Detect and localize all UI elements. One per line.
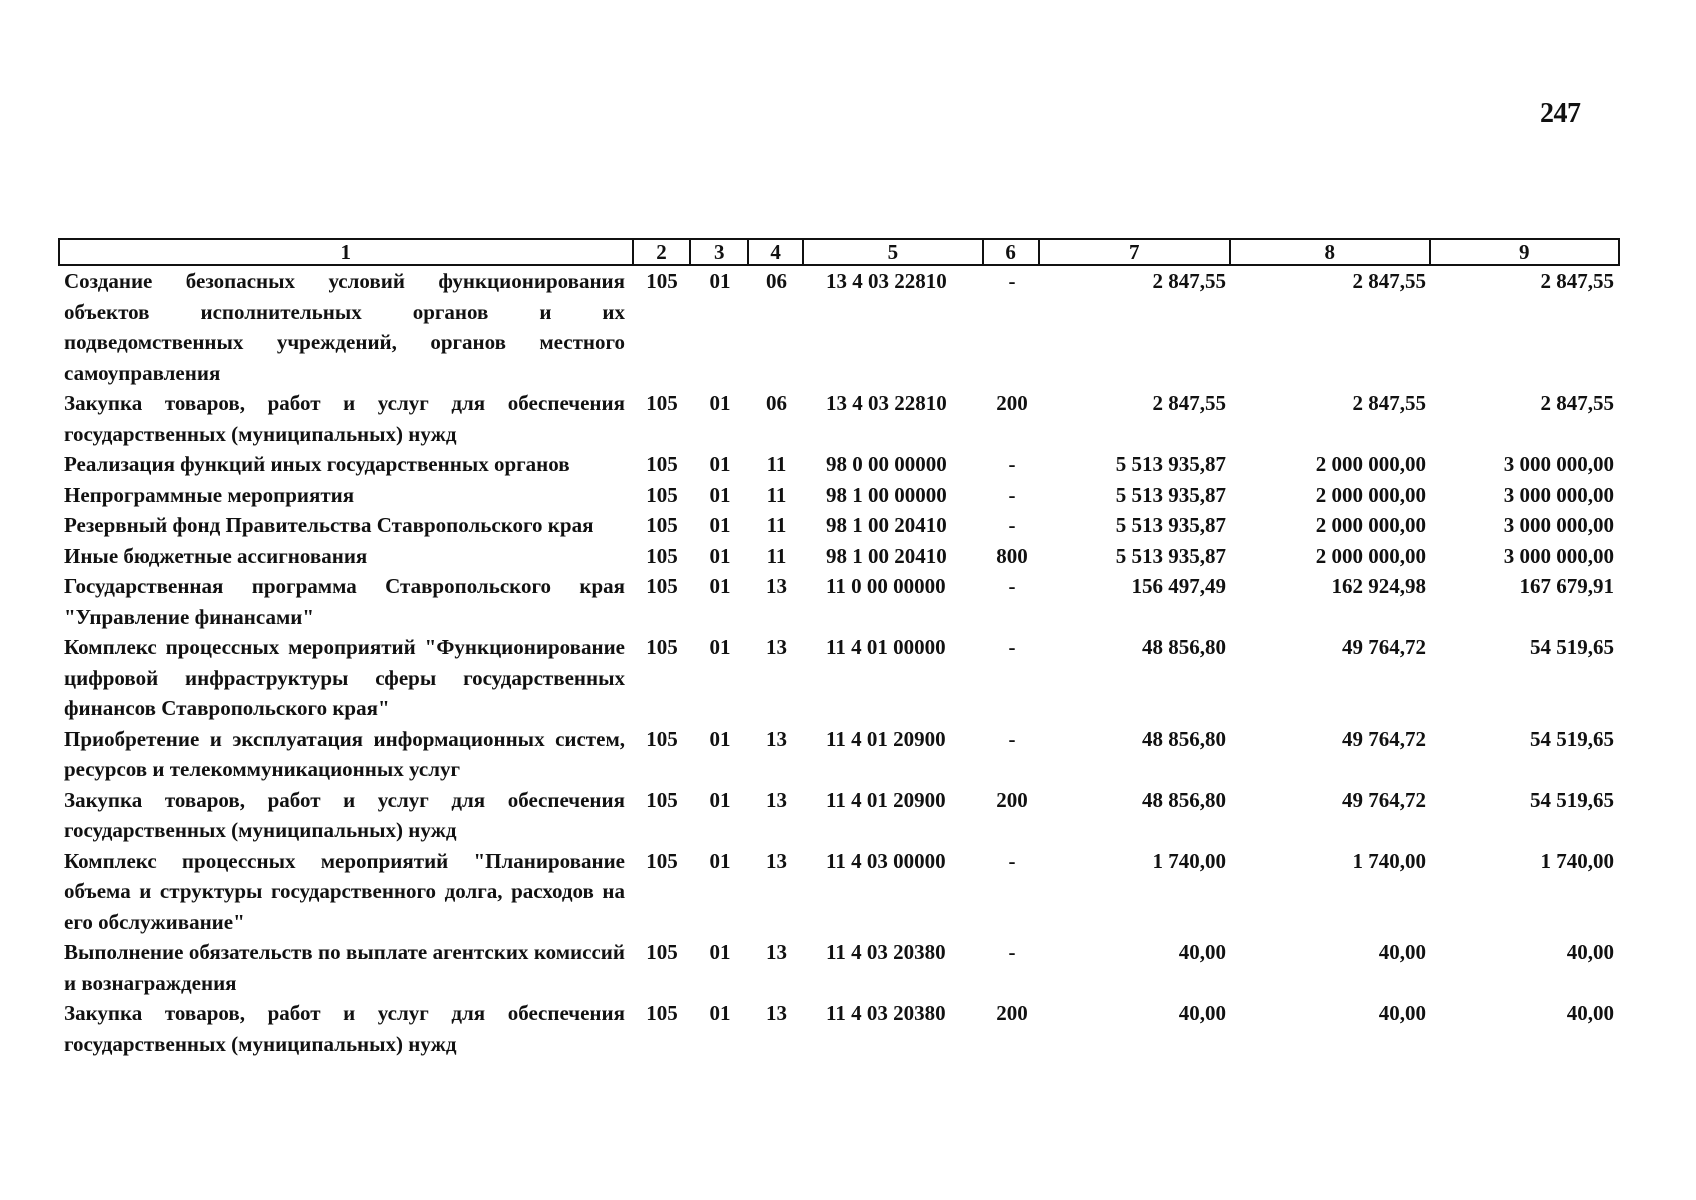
row-target-article: 11 4 01 20900	[826, 726, 946, 751]
row-amount-col7: 5 513 935,87	[1115, 452, 1226, 476]
row-grbs: 105	[646, 513, 678, 537]
row-amount-col7: 1 740,00	[1152, 848, 1226, 873]
row-amount-col9: 2 847,55	[1540, 269, 1614, 293]
row-amount-col7: 2 847,55	[1152, 391, 1226, 415]
table-row	[58, 480, 1620, 511]
row-amount-col9: 3 000 000,00	[1503, 452, 1614, 476]
row-section: 01	[709, 269, 731, 293]
row-name: Закупка товаров, работ и услуг для обеспечения государственных (муниципальных) нужд	[64, 391, 625, 446]
header-cell-5: 5	[804, 240, 984, 264]
row-expense-type: 200	[996, 391, 1028, 415]
row-amount-col8: 2 000 000,00	[1315, 513, 1426, 537]
row-section: 01	[709, 574, 731, 598]
row-subsection: 06	[766, 391, 787, 415]
row-section: 01	[709, 635, 731, 659]
table-row	[58, 388, 1620, 449]
row-grbs: 105	[646, 635, 678, 659]
budget-table	[58, 238, 1620, 1059]
row-amount-col7: 2 847,55	[1152, 269, 1226, 293]
row-name: Резервный фонд Правительства Ставропольского края	[64, 513, 594, 537]
row-subsection: 13	[766, 726, 787, 751]
row-target-article: 98 1 00 20410	[826, 543, 947, 568]
row-name: Комплекс процессных мероприятий "Планирование объема и структуры государственного долга, расходов на его обслуживание"	[64, 848, 625, 934]
row-name: Государственная программа Ставропольского края "Управление финансами"	[64, 574, 625, 629]
table-row	[58, 510, 1620, 541]
row-name: Закупка товаров, работ и услуг для обеспечения государственных (муниципальных) нужд	[64, 1001, 625, 1056]
row-amount-col7: 48 856,80	[1142, 787, 1226, 812]
row-amount-col8: 40,00	[1378, 1001, 1426, 1025]
row-expense-type: -	[1008, 269, 1016, 293]
row-target-article: 13 4 03 22810	[826, 391, 947, 415]
row-amount-col9: 40,00	[1566, 940, 1614, 964]
table-body	[58, 266, 1620, 1059]
row-name: Комплекс процессных мероприятий "Функционирование цифровой инфраструктуры сферы государственных финансов Ставропольского края"	[64, 635, 625, 720]
row-amount-col9: 3 000 000,00	[1503, 482, 1614, 507]
row-section: 01	[709, 513, 731, 537]
row-amount-col9: 3 000 000,00	[1503, 513, 1614, 537]
row-target-article: 98 1 00 00000	[826, 482, 947, 507]
row-amount-col8: 2 000 000,00	[1315, 543, 1426, 568]
row-section: 01	[709, 543, 731, 568]
row-subsection: 13	[766, 635, 787, 659]
row-amount-col9: 40,00	[1566, 1001, 1614, 1025]
row-amount-col8: 49 764,72	[1342, 787, 1426, 812]
row-amount-col9: 54 519,65	[1530, 635, 1614, 659]
table-row	[58, 998, 1620, 1059]
table-header-row	[58, 238, 1620, 266]
row-amount-col7: 48 856,80	[1142, 635, 1226, 659]
row-section: 01	[709, 940, 731, 964]
header-cell-4: 4	[749, 240, 804, 264]
row-amount-col8: 2 000 000,00	[1315, 452, 1426, 476]
row-amount-col8: 49 764,72	[1342, 635, 1426, 659]
header-cell-9: 9	[1519, 240, 1530, 264]
header-cell-2: 2	[634, 240, 692, 264]
table-row	[58, 541, 1620, 572]
row-subsection: 11	[766, 513, 787, 537]
header-cell-3: 3	[691, 240, 749, 264]
row-name: Реализация функций иных государственных органов	[64, 452, 570, 476]
row-section: 01	[709, 1001, 731, 1025]
table-row	[58, 632, 1620, 724]
row-target-article: 11 4 03 20380	[826, 1001, 946, 1025]
row-name: Непрограммные мероприятия	[64, 482, 355, 507]
row-amount-col8: 40,00	[1378, 940, 1426, 964]
row-expense-type: -	[1008, 940, 1016, 964]
page-number: 247	[1540, 98, 1581, 129]
row-expense-type: -	[1008, 726, 1016, 751]
table-row	[58, 846, 1620, 938]
row-grbs: 105	[646, 574, 678, 598]
row-subsection: 11	[766, 543, 787, 568]
row-amount-col7: 5 513 935,87	[1115, 482, 1226, 507]
header-cell-8: 8	[1231, 240, 1430, 264]
row-grbs: 105	[646, 848, 678, 873]
row-subsection: 13	[766, 940, 787, 964]
row-name: Иные бюджетные ассигнования	[64, 543, 368, 568]
row-target-article: 98 0 00 00000	[826, 452, 947, 476]
row-amount-col8: 2 847,55	[1352, 391, 1426, 415]
row-amount-col9: 3 000 000,00	[1503, 543, 1614, 568]
row-expense-type: 200	[996, 1001, 1028, 1025]
row-subsection: 06	[766, 269, 787, 293]
row-grbs: 105	[646, 482, 678, 507]
row-expense-type: -	[1008, 848, 1016, 873]
row-amount-col9: 2 847,55	[1540, 391, 1614, 415]
row-amount-col8: 2 847,55	[1352, 269, 1426, 293]
table-row	[58, 724, 1620, 785]
row-amount-col8: 162 924,98	[1331, 574, 1426, 598]
table-row	[58, 571, 1620, 632]
row-amount-col8: 49 764,72	[1342, 726, 1426, 751]
table-row	[58, 937, 1620, 998]
row-subsection: 13	[766, 787, 787, 812]
row-section: 01	[709, 787, 731, 812]
row-expense-type: 800	[996, 543, 1028, 568]
row-expense-type: -	[1008, 452, 1016, 476]
row-subsection: 13	[766, 574, 787, 598]
header-cell-6: 6	[984, 240, 1040, 264]
row-amount-col9: 1 740,00	[1540, 848, 1614, 873]
row-amount-col7: 48 856,80	[1142, 726, 1226, 751]
row-grbs: 105	[646, 726, 678, 751]
row-target-article: 11 4 01 20900	[826, 787, 946, 812]
row-amount-col9: 54 519,65	[1530, 726, 1614, 751]
row-amount-col7: 156 497,49	[1131, 574, 1226, 598]
row-grbs: 105	[646, 1001, 678, 1025]
table-row	[58, 785, 1620, 846]
row-expense-type: -	[1008, 635, 1016, 659]
row-grbs: 105	[646, 391, 678, 415]
row-target-article: 11 4 03 00000	[826, 848, 946, 873]
table-row	[58, 266, 1620, 388]
row-section: 01	[709, 391, 731, 415]
row-amount-col8: 1 740,00	[1352, 848, 1426, 873]
row-section: 01	[709, 482, 731, 507]
row-amount-col7: 5 513 935,87	[1115, 513, 1226, 537]
row-name: Приобретение и эксплуатация информационных систем, ресурсов и телекоммуникационных услуг	[64, 726, 625, 781]
row-section: 01	[709, 452, 731, 476]
row-expense-type: 200	[996, 787, 1028, 812]
row-subsection: 11	[766, 482, 787, 507]
row-target-article: 98 1 00 20410	[826, 513, 947, 537]
row-subsection: 11	[766, 452, 787, 476]
row-target-article: 11 4 03 20380	[826, 940, 946, 964]
row-name: Выполнение обязательств по выплате агентских комиссий и вознаграждения	[64, 940, 625, 995]
row-amount-col7: 5 513 935,87	[1115, 543, 1226, 568]
header-cell-7: 7	[1040, 240, 1232, 264]
row-amount-col9: 54 519,65	[1530, 787, 1614, 812]
table-row	[58, 449, 1620, 480]
row-amount-col9: 167 679,91	[1519, 574, 1614, 598]
row-expense-type: -	[1008, 513, 1016, 537]
row-grbs: 105	[646, 543, 678, 568]
header-cell-1: 1	[60, 240, 634, 264]
row-grbs: 105	[646, 269, 678, 293]
row-name: Закупка товаров, работ и услуг для обеспечения государственных (муниципальных) нужд	[64, 787, 625, 842]
row-amount-col8: 2 000 000,00	[1315, 482, 1426, 507]
row-amount-col7: 40,00	[1178, 1001, 1226, 1025]
row-expense-type: -	[1008, 482, 1016, 507]
row-grbs: 105	[646, 787, 678, 812]
row-section: 01	[709, 848, 731, 873]
row-grbs: 105	[646, 452, 678, 476]
row-subsection: 13	[766, 1001, 787, 1025]
row-target-article: 11 4 01 00000	[826, 635, 946, 659]
row-subsection: 13	[766, 848, 787, 873]
row-amount-col7: 40,00	[1178, 940, 1226, 964]
row-grbs: 105	[646, 940, 678, 964]
row-target-article: 11 0 00 00000	[826, 574, 946, 598]
row-section: 01	[709, 726, 731, 751]
row-expense-type: -	[1008, 574, 1016, 598]
row-name: Создание безопасных условий функционирования объектов исполнительных органов и их подведомственных учреждений, органов местного самоуправления	[64, 269, 625, 385]
row-target-article: 13 4 03 22810	[826, 269, 947, 293]
